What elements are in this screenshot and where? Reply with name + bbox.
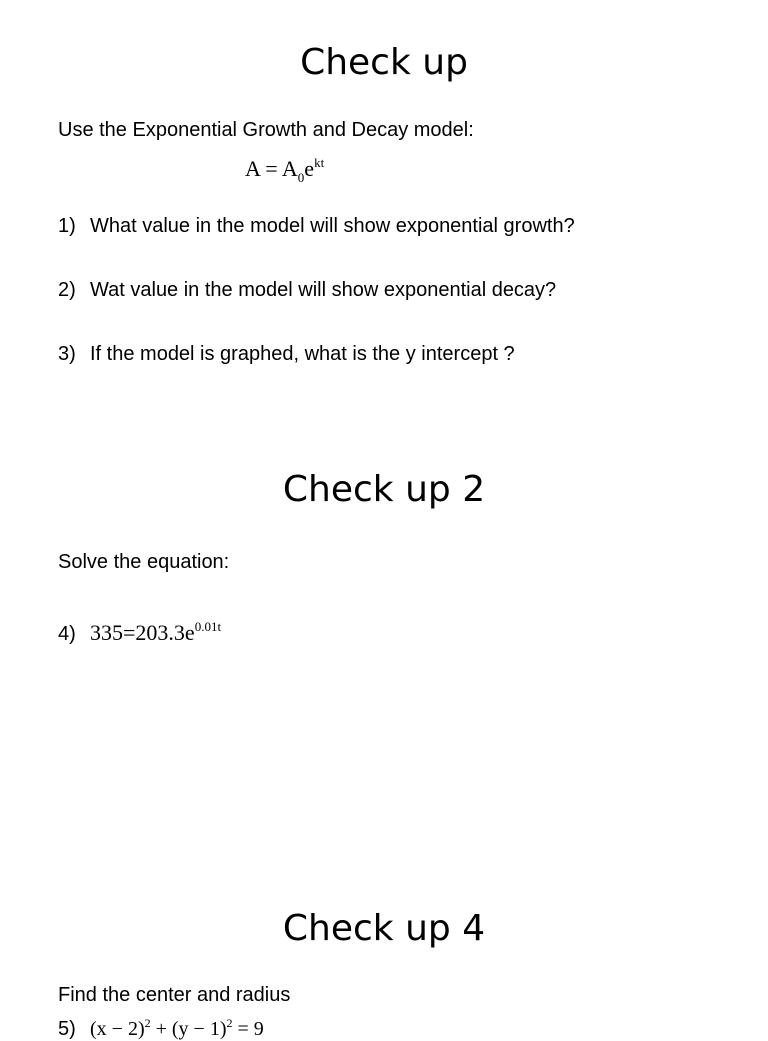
problem-5-equation <box>90 1018 264 1040</box>
equation-equals: = <box>123 620 136 645</box>
problem-4-equation <box>90 620 221 645</box>
section2-intro: Solve the equation: <box>58 551 230 573</box>
question-1 <box>58 214 575 238</box>
formula-subscript: 0 <box>297 170 305 185</box>
equation-lhs: 335 <box>90 620 123 645</box>
formula-base: A <box>281 156 298 181</box>
circle-term-y: + (y − 1) <box>150 1018 227 1040</box>
circle-exp-2: 2 <box>226 1016 233 1030</box>
problem-5 <box>58 1013 264 1041</box>
section-title-check-up: Check up <box>300 42 468 83</box>
question-1-text: What value in the model will show exponential growth? <box>90 215 575 237</box>
question-1-number: 1) <box>58 215 76 237</box>
circle-term-x: (x − 2) <box>90 1018 145 1040</box>
circle-exp-1: 2 <box>144 1016 151 1030</box>
formula-equals: = <box>265 156 278 181</box>
question-2-number: 2) <box>58 279 76 301</box>
section4-intro: Find the center and radius <box>58 984 291 1006</box>
question-3 <box>58 342 515 366</box>
question-3-text: If the model is graphed, what is the y intercept ? <box>90 343 515 365</box>
problem-4 <box>58 614 221 646</box>
section1-intro: Use the Exponential Growth and Decay model: <box>58 119 474 141</box>
section-title-check-up-4: Check up 4 <box>282 908 486 949</box>
formula-exponent: kt <box>314 155 325 170</box>
section-title-check-up-2: Check up 2 <box>282 469 486 510</box>
problem-5-number: 5) <box>58 1018 76 1040</box>
equation-rhs: 203.3e <box>135 620 195 645</box>
exponential-model-formula <box>245 150 324 191</box>
question-3-number: 3) <box>58 343 76 365</box>
question-2-text: Wat value in the model will show exponential decay? <box>90 279 557 301</box>
formula-lhs: A <box>245 156 260 181</box>
circle-rhs: = 9 <box>232 1018 264 1040</box>
question-2 <box>58 278 556 302</box>
formula-e: e <box>304 156 315 181</box>
equation-exponent: 0.01t <box>194 619 222 634</box>
problem-4-number: 4) <box>58 623 76 645</box>
